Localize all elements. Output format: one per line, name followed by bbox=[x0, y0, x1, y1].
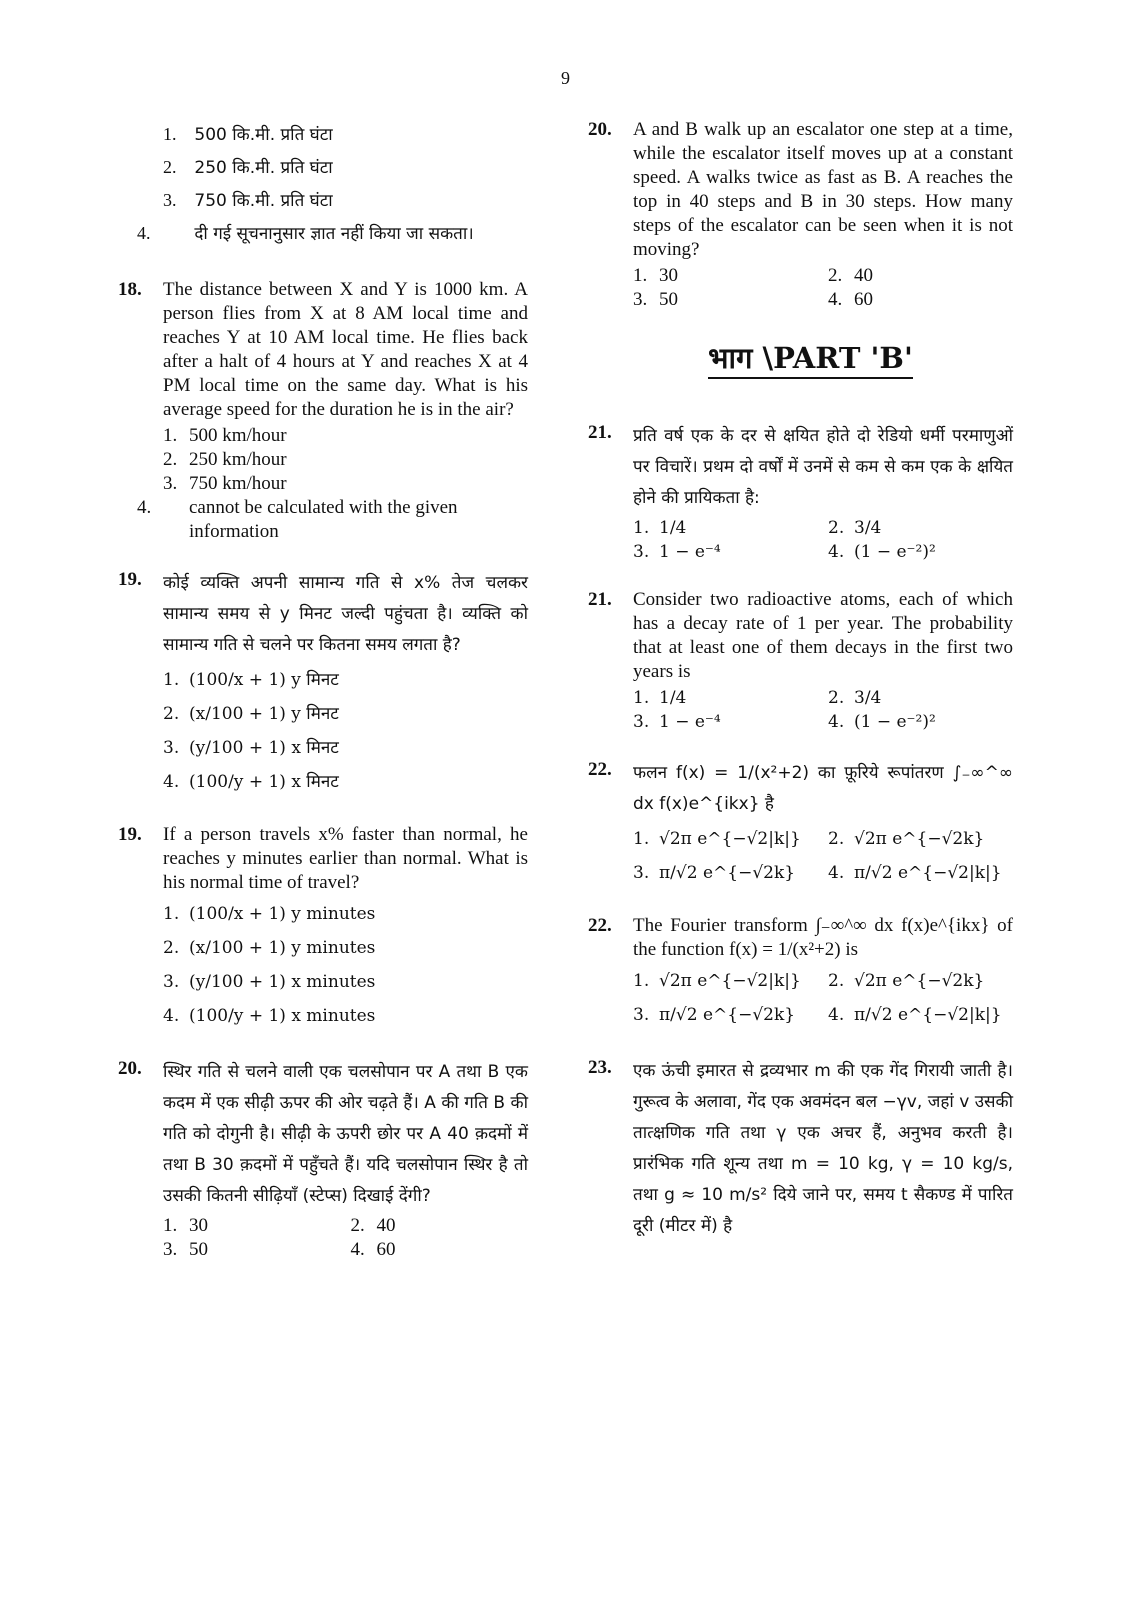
options bbox=[163, 663, 528, 799]
option-2: 2. √2π e^{−√2k} bbox=[828, 829, 985, 849]
option-3: 3. π/√2 e^{−√2k} bbox=[633, 863, 796, 883]
q17-option-3: 3. 750 कि.मी. प्रति घंटा bbox=[163, 190, 333, 211]
question-19-hindi bbox=[118, 568, 528, 799]
option-2: 2. 3/4 bbox=[828, 688, 882, 708]
options bbox=[633, 264, 1013, 312]
option-2: 2. (x/100 + 1) y मिनट bbox=[163, 704, 339, 724]
option-1: 1. 500 km/hour bbox=[163, 425, 287, 446]
question-number: 19. bbox=[118, 569, 142, 590]
option-4: 4. π/√2 e^{−√2|k|} bbox=[828, 1005, 1002, 1025]
question-text: कोई व्यक्ति अपनी सामान्य गति से x% तेज चलकर सामान्य समय से y मिनट जल्दी पहुंचता है। व्यक्ति को सामान्य गति से चलने पर कितना समय लगता है? bbox=[163, 573, 528, 655]
option-4: 4. (100/y + 1) x minutes bbox=[163, 1006, 376, 1026]
question-text: If a person travels x% faster than normal, he reaches y minutes earlier than normal. What is his normal time of travel? bbox=[163, 824, 528, 893]
question-number: 22. bbox=[588, 915, 612, 936]
q17-option-1: 1. 500 कि.मी. प्रति घंटा bbox=[163, 124, 333, 145]
option-1: 1. 1/4 bbox=[633, 688, 687, 708]
option-4: 4. (1 − e⁻²)² bbox=[828, 542, 936, 562]
option-4: 4. cannot be calculated with the given information bbox=[137, 497, 458, 542]
question-text: प्रति वर्ष एक के दर से क्षयित होते दो रेडियो धर्मी परमाणुओं पर विचारें। प्रथम दो वर्षों में उनमें से कम से कम एक के क्षयित होने की प्रायिकता है: bbox=[633, 426, 1013, 508]
question-text: स्थिर गति से चलने वाली एक चलसोपान पर A तथा B एक कदम में एक सीढ़ी ऊपर की ओर चढ़ते हैं। A की गति B की गति को दोगुनी है। सीढ़ी के ऊपरी छोर पर A 40 क़दमों में तथा B 30 क़दमों में पहुँचते हैं। यदि चलसोपान स्थिर है तो उसकी कितनी सीढ़ियाँ (स्टेप्स) दिखाई देंगी? bbox=[163, 1062, 528, 1206]
question-number: 23. bbox=[588, 1057, 612, 1078]
question-20-hindi bbox=[118, 1057, 528, 1262]
option-4: 4. 60 bbox=[350, 1239, 396, 1260]
option-1: 1. 30 bbox=[633, 265, 678, 286]
option-3: 3. 50 bbox=[633, 289, 678, 310]
option-2: 2. 3/4 bbox=[828, 518, 882, 538]
option-4: 4. π/√2 e^{−√2|k|} bbox=[828, 863, 1002, 883]
option-3: 3. 750 km/hour bbox=[163, 473, 287, 494]
question-number: 21. bbox=[588, 589, 612, 610]
option-4: 4. (1 − e⁻²)² bbox=[828, 712, 936, 732]
option-1: 1. (100/x + 1) y मिनट bbox=[163, 670, 339, 690]
part-b-title: भाग \PART 'B' bbox=[708, 341, 913, 379]
options bbox=[137, 424, 528, 544]
option-3: 3. 1 − e⁻⁴ bbox=[633, 542, 721, 562]
question-22-english bbox=[588, 914, 1013, 1032]
options bbox=[633, 822, 1013, 890]
option-2: 2. 250 km/hour bbox=[163, 449, 287, 470]
options bbox=[163, 1214, 528, 1262]
question-text: A and B walk up an escalator one step at a time, while the escalator itself moves up at a constant speed. A walks twice as fast as B. A reaches the top in 40 steps and B in 30 steps. How many steps of the escalator can be seen when it is not moving? bbox=[633, 119, 1013, 260]
option-1: 1. 1/4 bbox=[633, 518, 687, 538]
question-number: 20. bbox=[118, 1058, 142, 1079]
option-1: 1. √2π e^{−√2|k|} bbox=[633, 971, 801, 991]
page-number: 9 bbox=[561, 68, 570, 88]
question-21-hindi bbox=[588, 421, 1013, 564]
question-text: Consider two radioactive atoms, each of which has a decay rate of 1 per year. The probability that at least one of them decays in the first two years is bbox=[633, 589, 1013, 682]
option-1: 1. (100/x + 1) y minutes bbox=[163, 904, 376, 924]
question-20-english bbox=[588, 118, 1013, 312]
question-number: 22. bbox=[588, 759, 612, 780]
option-2: 2. (x/100 + 1) y minutes bbox=[163, 938, 376, 958]
option-2: 2. 40 bbox=[350, 1215, 396, 1236]
q17-option-4: 4. दी गई सूचनानुसार ज्ञात नहीं किया जा सकता। bbox=[137, 223, 474, 244]
options bbox=[633, 686, 1013, 734]
options bbox=[633, 516, 1013, 564]
question-19-english bbox=[118, 823, 528, 1033]
question-number: 18. bbox=[118, 279, 142, 300]
q17-options bbox=[118, 118, 528, 250]
option-3: 3. (y/100 + 1) x मिनट bbox=[163, 738, 339, 758]
option-3: 3. π/√2 e^{−√2k} bbox=[633, 1005, 796, 1025]
question-number: 19. bbox=[118, 824, 142, 845]
question-number: 21. bbox=[588, 422, 612, 443]
option-2: 2. √2π e^{−√2k} bbox=[828, 971, 985, 991]
option-3: 3. 1 − e⁻⁴ bbox=[633, 712, 721, 732]
question-text: एक ऊंची इमारत से द्रव्यभार m की एक गेंद गिरायी जाती है। गुरूत्व के अलावा, गेंद एक अवमंदन बल −γv, जहां v उसकी तात्क्षणिक गति तथा γ एक अचर हैं, अनुभव करती है। प्रारंभिक गति शून्य तथा m = 10 kg, γ = 10 kg/s, तथा g ≈ 10 m/s² दिये जाने पर, समय t सैकण्ड में पारित दूरी (मीटर में) है bbox=[633, 1061, 1013, 1236]
question-22-hindi bbox=[588, 758, 1013, 890]
option-3: 3. 50 bbox=[163, 1239, 208, 1260]
question-23-hindi bbox=[588, 1056, 1013, 1242]
option-1: 1. 30 bbox=[163, 1215, 208, 1236]
option-4: 4. (100/y + 1) x मिनट bbox=[163, 772, 339, 792]
option-4: 4. 60 bbox=[828, 289, 873, 310]
question-text: फलन f(x) = 1/(x²+2) का फ़ूरिये रूपांतरण ∫₋∞^∞ dx f(x)e^{ikx} है bbox=[633, 763, 1013, 814]
question-text: The distance between X and Y is 1000 km. A person flies from X at 8 AM local time and reaches Y at 10 AM local time. He flies back after a halt of 4 hours at Y and reaches X at 4 PM local time on the same day. What is his average speed for the duration he is in the air? bbox=[163, 279, 528, 420]
options bbox=[633, 964, 1013, 1032]
question-text: The Fourier transform ∫₋∞^∞ dx f(x)e^{ikx} of the function f(x) = 1/(x²+2) is bbox=[633, 915, 1013, 960]
option-1: 1. √2π e^{−√2|k|} bbox=[633, 829, 801, 849]
right-column bbox=[588, 118, 1013, 1266]
left-column bbox=[118, 118, 528, 1286]
question-18 bbox=[118, 278, 528, 544]
section-heading bbox=[588, 338, 1013, 377]
options bbox=[163, 897, 528, 1033]
question-21-english bbox=[588, 588, 1013, 734]
q17-option-2: 2. 250 कि.मी. प्रति घंटा bbox=[163, 157, 333, 178]
option-3: 3. (y/100 + 1) x minutes bbox=[163, 972, 376, 992]
option-2: 2. 40 bbox=[828, 265, 873, 286]
question-number: 20. bbox=[588, 119, 612, 140]
